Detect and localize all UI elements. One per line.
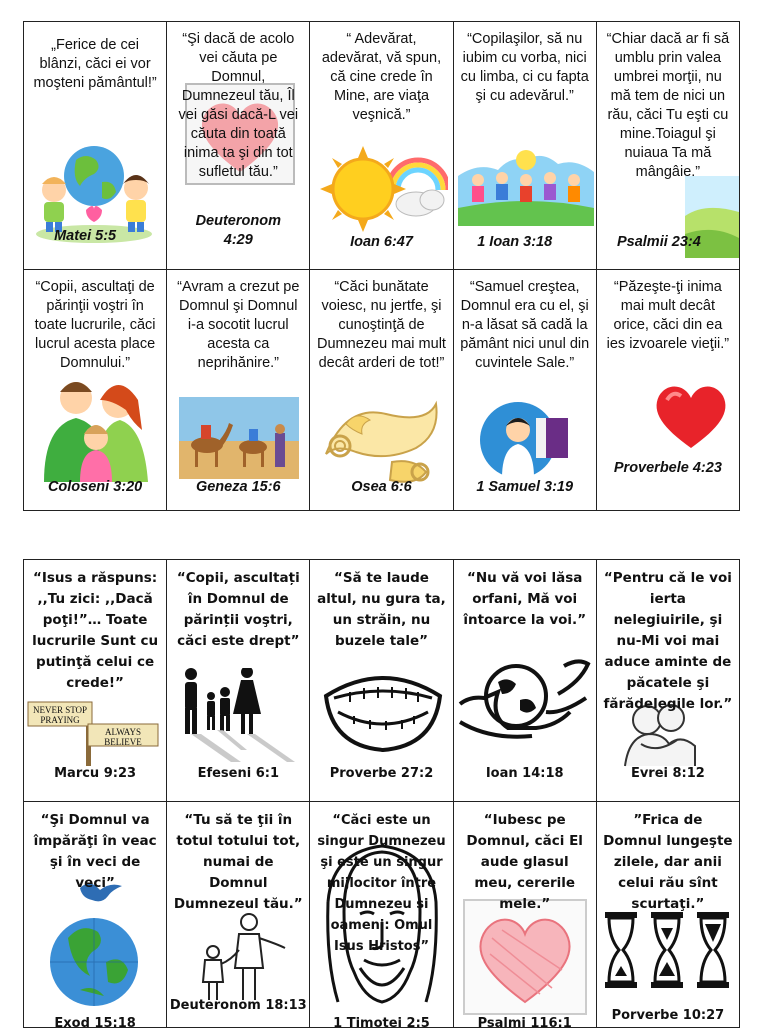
verse-card <box>597 270 740 511</box>
verse-card <box>167 270 310 511</box>
verse-reference: Psalmi 116:1 <box>477 1016 572 1028</box>
verse-text: “Căci bunătate voiesc, nu jertfe, şi cunoştinţă de Dumnezeu mai mult decât arderi de tot!” <box>317 279 446 371</box>
verse-reference: Marcu 9:23 <box>54 766 137 781</box>
verse-text: “Iubesc pe Domnul, căci El aude glasul meu, cererile mele.” <box>466 812 583 912</box>
sign-text: NEVER STOP PRAYING <box>32 705 88 725</box>
verse-reference: Ioan 6:47 <box>350 234 413 250</box>
verse-text: “Tu să te ţii în totul totului tot, numai de Domnul Dumnezeul tău.” <box>173 812 303 912</box>
family-icon <box>34 372 154 482</box>
verse-reference: 1 Samuel 3:19 <box>476 479 574 495</box>
bottom-card-sheet <box>23 559 740 1028</box>
hourglass-icon <box>603 912 733 988</box>
verse-text: “Căci este un singur Dumnezeu şi este un singur mijlocitor între Dumnezeu şi oameni: Omul Isus Hristos” <box>317 813 446 954</box>
verse-card <box>597 22 740 270</box>
verse-reference: Proverbele 4:23 <box>613 460 722 476</box>
verse-text: “Păzeşte-ţi inima mai mult decât orice, căci din ea ies izvoarele vieţii.” <box>606 279 730 352</box>
verse-reference: Evrei 8:12 <box>630 766 705 781</box>
verse-card <box>597 560 740 802</box>
verse-reference: Matei 5:5 <box>54 228 117 244</box>
sign-text: ALWAYS BELIEVE <box>104 727 142 747</box>
verse-text: “Copii, ascultați în Domnul de părinții voştri, căci este drept” <box>176 570 300 649</box>
verse-text: “Copii, ascultaţi de părinţii voştri în toate lucrurile, căci lucrul acesta place Domnului.” <box>34 279 156 371</box>
father-child-icon <box>191 912 291 1002</box>
verse-card <box>454 22 597 270</box>
verse-reference: Proverbe 27:2 <box>329 766 434 781</box>
verse-text: “ Adevărat, adevărat, vă spun, că cine crede în Mine, are viaţa veşnică.” <box>321 31 442 123</box>
verse-reference: 1 Timotei 2:5 <box>333 1016 430 1028</box>
verse-card <box>24 270 167 511</box>
verse-card <box>24 802 167 1028</box>
verse-text: “Copilaşilor, să nu iubim cu vorba, nici cu limba, ci cu fapta şi cu adevărul.” <box>460 31 589 104</box>
boy-icon <box>478 398 574 480</box>
verse-reference: 1 Ioan 3:18 <box>477 234 553 250</box>
verse-text: “Nu vă voi lăsa orfani, Mă voi întoarce la voi.” <box>463 570 587 628</box>
verse-text: “Şi dacă de acolo vei căuta pe Domnul, Dumnezeul tău, Îl vei găsi dacă-L vei căuta din toată inima ta şi din tot sufletul tău.” <box>178 31 299 180</box>
verse-reference: Ioan 14:18 <box>485 766 564 781</box>
verse-card <box>454 802 597 1028</box>
verse-card <box>454 270 597 511</box>
children-circle-icon <box>458 146 594 226</box>
verse-text: „Ferice de cei blânzi, căci ei vor moşteni pământul!” <box>33 37 157 91</box>
verse-reference: Psalmii 23:4 <box>616 234 701 250</box>
verse-text: “Isus a răspuns: ,,Tu zici: ,,Dacă poţi!”… Toate lucrurile Sunt cu putinţă celui ce crede!” <box>32 570 159 691</box>
verse-text: “Samuel creştea, Domnul era cu el, şi n-a lăsat să cadă la pământ nici unul din cuvintele Sale.” <box>460 279 590 371</box>
verse-text: “Pentru că le voi ierta nelegiuirile, şi nu-Mi voi mai aduce aminte de păcatele şi fărădelegile lor.” <box>603 570 733 712</box>
verse-reference: Geneza 15:6 <box>195 479 281 495</box>
top-card-sheet <box>23 21 740 511</box>
verse-reference: Deuteronom 4:29 <box>195 213 281 248</box>
verse-reference: Efeseni 6:1 <box>197 766 279 781</box>
verse-text: “Avram a crezut pe Domnul şi Domnul i-a socotit lucrul acesta ca neprihănire.” <box>177 279 300 371</box>
verse-text: “Şi Domnul va împărăţi în veac şi în veci de veci” <box>33 812 157 891</box>
verse-reference: Coloseni 3:20 <box>47 479 143 495</box>
verse-text: “Chiar dacă ar fi să umblu prin valea umbrei morţii, nu mă tem de nici un rău, căci Tu eşti cu mine.Toiagul şi nuiaua Ta mă mângâie.” <box>606 31 730 180</box>
verse-text: ”Frica de Domnul lungeşte zilele, dar anii celui rău sînt scurtaţi.” <box>603 812 733 912</box>
verse-card <box>167 560 310 802</box>
globe-dove-icon <box>40 878 150 1008</box>
verse-card <box>24 22 167 270</box>
verse-reference: Porverbe 10:27 <box>611 1008 725 1023</box>
verse-reference: Osea 6:6 <box>351 479 412 495</box>
sun-rainbow-icon <box>318 144 448 234</box>
hands-globe-icon <box>456 642 592 752</box>
family-silhouette-icon <box>177 668 297 764</box>
mouth-icon <box>320 666 446 756</box>
verse-reference: Exod 15:18 <box>54 1016 136 1028</box>
verse-card <box>310 22 453 270</box>
verse-card <box>167 22 310 270</box>
verse-card <box>310 560 453 802</box>
verse-card <box>24 560 167 802</box>
verse-card <box>597 802 740 1028</box>
heart-icon <box>651 380 731 452</box>
caravan-icon <box>179 397 299 479</box>
heart-icon <box>462 898 588 1016</box>
verse-card <box>454 560 597 802</box>
verse-reference: Deuteronom 18:13 <box>169 998 307 1013</box>
verse-text: “Să te laude altul, nu gura ta, un străin, nu buzele tale” <box>317 570 446 649</box>
verse-card <box>310 802 453 1028</box>
verse-card <box>310 270 453 511</box>
verse-card <box>167 802 310 1028</box>
